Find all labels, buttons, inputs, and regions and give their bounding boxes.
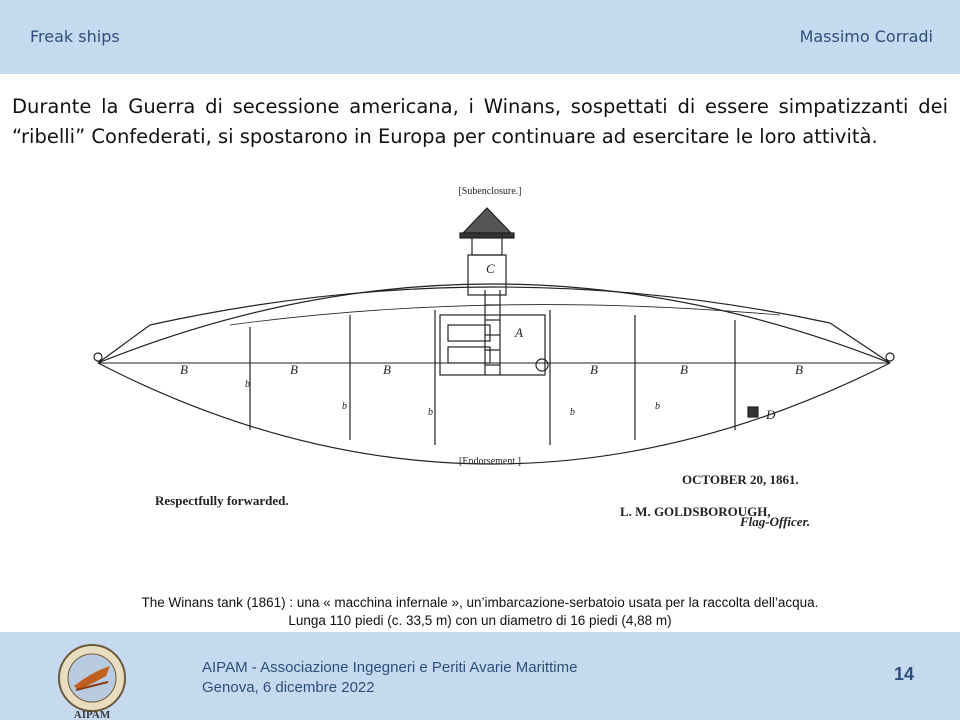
label-d: D	[766, 407, 776, 422]
hull-top-curve	[98, 284, 890, 363]
label-a: A	[515, 325, 523, 340]
logo-text: AIPAM	[73, 709, 111, 720]
footer-organization	[202, 658, 577, 698]
figure-caption	[0, 594, 960, 630]
valve-b4: b	[570, 407, 575, 418]
valve-b3: b	[428, 407, 433, 418]
signer-name: L. M. GOLDSBOROUGH,	[620, 504, 771, 519]
forwarded-text: Respectfully forwarded.	[155, 493, 289, 508]
body-paragraph: Durante la Guerra di secessione americana, i Winans, sospettati di essere simpatizzanti dei “ribelli” Confederati, si spostarono in Europa per continuare ad esercitare le loro attività.	[12, 95, 948, 148]
label-b1: B	[180, 362, 188, 377]
valve-b2: b	[342, 401, 347, 412]
header-author: Massimo Corradi	[799, 27, 933, 46]
label-b2: B	[290, 362, 298, 377]
aipam-logo	[52, 642, 132, 720]
caption-line-2: Lunga 110 piedi (c. 33,5 m) con un diametro di 16 piedi (4,88 m)	[288, 613, 672, 628]
label-c: C	[486, 261, 495, 276]
slide-header	[0, 0, 960, 74]
label-b6: B	[795, 362, 803, 377]
label-b5: B	[680, 362, 688, 377]
footer-place-date: Genova, 6 dicembre 2022	[202, 679, 375, 696]
footer-org-name: AIPAM - Associazione Ingegneri e Periti Avarie Marittime	[202, 659, 578, 676]
document-date: OCTOBER 20, 1861.	[682, 472, 799, 487]
winans-tank-drawing	[80, 175, 900, 550]
signer-title: Flag-Officer.	[740, 514, 811, 529]
header-title: Freak ships	[30, 27, 120, 46]
valve-b5: b	[655, 401, 660, 412]
caption-line-1: The Winans tank (1861) : una « macchina infernale », un’imbarcazione-serbatoio usata per la raccolta dell’acqua.	[141, 595, 819, 610]
label-b4: B	[590, 362, 598, 377]
subenclosure-label: [Subenclosure.]	[458, 186, 522, 197]
endorsement-label: [Endorsement.]	[459, 456, 521, 467]
page-number: 14	[893, 664, 914, 684]
valve-b1: b	[245, 379, 250, 390]
label-b3: B	[383, 362, 391, 377]
